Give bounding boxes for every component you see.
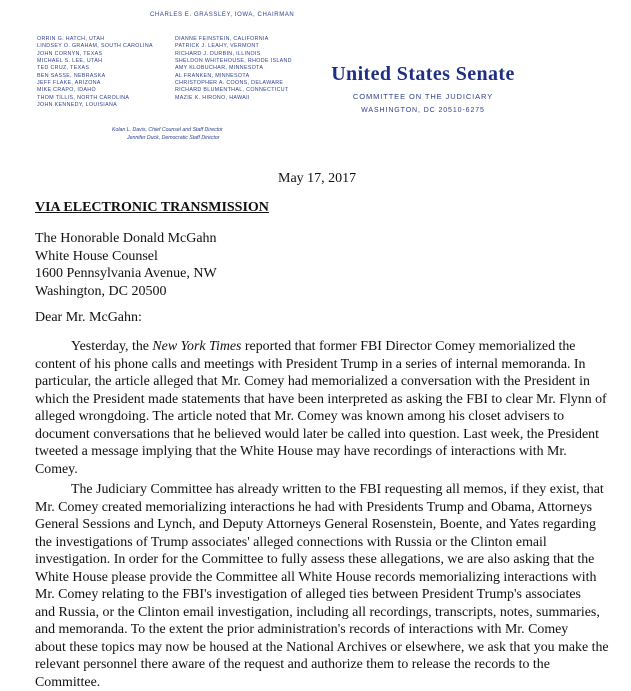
member-name: MIKE CRAPO, IDAHO xyxy=(37,87,153,94)
paragraph-line: and Russia, or the Clinton email investigation, including all recordings, transcripts, notes, summaries, xyxy=(35,604,610,622)
paragraph-line: tweeted a message implying that the White House may have recordings of interactions with Mr. xyxy=(35,443,610,461)
paragraph-line: investigation. In order for the Committee to fully assess these allegations, we are also asking that the xyxy=(35,551,610,569)
paragraph-line: General Sessions and Lynch, and Deputy Attorneys General Rosenstein, Boente, and Yates regarding xyxy=(35,516,610,534)
member-name: CHRISTOPHER A. COONS, DELAWARE xyxy=(175,80,292,87)
member-name: PATRICK J. LEAHY, VERMONT xyxy=(175,43,292,50)
committee-address: WASHINGTON, DC 20510-6275 xyxy=(318,107,528,114)
transmission-heading: VIA ELECTRONIC TRANSMISSION xyxy=(35,200,269,216)
recipient-address xyxy=(35,230,217,300)
paragraph-line: Mr. Comey relating to the FBI's investigation of alleged ties between President Trump's associates xyxy=(35,586,610,604)
democratic-staff-line: Jennifer Duck, Democratic Staff Director xyxy=(127,134,220,142)
chairman-line: CHARLES E. GRASSLEY, IOWA, CHAIRMAN xyxy=(150,12,294,18)
committee-name: COMMITTEE ON THE JUDICIARY xyxy=(318,92,528,101)
member-name: THOM TILLIS, NORTH CAROLINA xyxy=(37,95,153,102)
address-line: Washington, DC 20500 xyxy=(35,283,217,301)
members-left-column xyxy=(37,36,153,109)
paragraph-line: Committee. xyxy=(35,674,610,691)
member-name: RICHARD J. DURBIN, ILLINOIS xyxy=(175,51,292,58)
paragraph-line: Mr. Comey created memorializing interactions he had with Presidents Trump and Obama, Attorneys xyxy=(35,499,610,517)
member-name: DIANNE FEINSTEIN, CALIFORNIA xyxy=(175,36,292,43)
paragraph-line: The Judiciary Committee has already written to the FBI requesting all memos, if they exist, that xyxy=(35,481,610,499)
letter-date: May 17, 2017 xyxy=(278,171,356,187)
salutation: Dear Mr. McGahn: xyxy=(35,310,142,326)
paragraph-line: content of his phone calls and meetings with President Trump in a series of internal memoranda. In xyxy=(35,356,610,374)
member-name: TED CRUZ, TEXAS xyxy=(37,65,153,72)
chief-counsel-line: Kolan L. Davis, Chief Counsel and Staff Director xyxy=(112,126,223,134)
paragraph-line: the investigations of Trump associates' alleged connections with Russia or the Clinton email xyxy=(35,534,610,552)
paragraph-line: alleged wrongdoing. The article noted that Mr. Comey was known among his closet advisers to xyxy=(35,408,610,426)
member-name: BEN SASSE, NEBRASKA xyxy=(37,73,153,80)
paragraph-line: particular, the article alleged that Mr. Comey had memorialized a conversation with the President in xyxy=(35,373,610,391)
member-name: AMY KLOBUCHAR, MINNESOTA xyxy=(175,65,292,72)
members-right-column xyxy=(175,36,292,102)
paragraph-line: about these topics may now be housed at the National Archives or elsewhere, we ask that you make the xyxy=(35,639,610,657)
member-name: JEFF FLAKE, ARIZONA xyxy=(37,80,153,87)
paragraph-line: and memoranda. To the extent the prior administration's records of interactions with Mr. Comey xyxy=(35,621,610,639)
member-name: MAZIE K. HIRONO, HAWAII xyxy=(175,95,292,102)
member-name: RICHARD BLUMENTHAL, CONNECTICUT xyxy=(175,87,292,94)
paragraph-line: relevant personnel there aware of the request and authorize them to release the records to the xyxy=(35,656,610,674)
senate-masthead xyxy=(318,63,528,114)
member-name: SHELDON WHITEHOUSE, RHODE ISLAND xyxy=(175,58,292,65)
paragraph-line: White House please provide the Committee all White House records memorializing interactions with xyxy=(35,569,610,587)
paragraph-2 xyxy=(35,481,610,691)
paragraph-lead: Yesterday, the xyxy=(71,339,152,354)
paragraph-line-rest: reported that former FBI Director Comey memorialized the xyxy=(241,339,575,354)
paragraph-line: document conversations that he believed would later be called into question. Last week, the President xyxy=(35,426,610,444)
paragraph-line: Comey. xyxy=(35,461,610,479)
senate-name: United States Senate xyxy=(318,63,528,86)
address-line: 1600 Pennsylvania Avenue, NW xyxy=(35,265,217,283)
address-line: White House Counsel xyxy=(35,248,217,266)
member-name: LINDSEY O. GRAHAM, SOUTH CAROLINA xyxy=(37,43,153,50)
member-name: ORRIN G. HATCH, UTAH xyxy=(37,36,153,43)
paragraph-line xyxy=(35,338,610,356)
paragraph-line: which the President made statements that have been interpreted as asking the FBI to clear Mr. Flynn of xyxy=(35,391,610,409)
address-line: The Honorable Donald McGahn xyxy=(35,230,217,248)
newspaper-title: New York Times xyxy=(152,339,241,354)
member-name: JOHN KENNEDY, LOUISIANA xyxy=(37,102,153,109)
member-name: AL FRANKEN, MINNESOTA xyxy=(175,73,292,80)
member-name: MICHAEL S. LEE, UTAH xyxy=(37,58,153,65)
paragraph-1 xyxy=(35,338,610,478)
member-name: JOHN CORNYN, TEXAS xyxy=(37,51,153,58)
